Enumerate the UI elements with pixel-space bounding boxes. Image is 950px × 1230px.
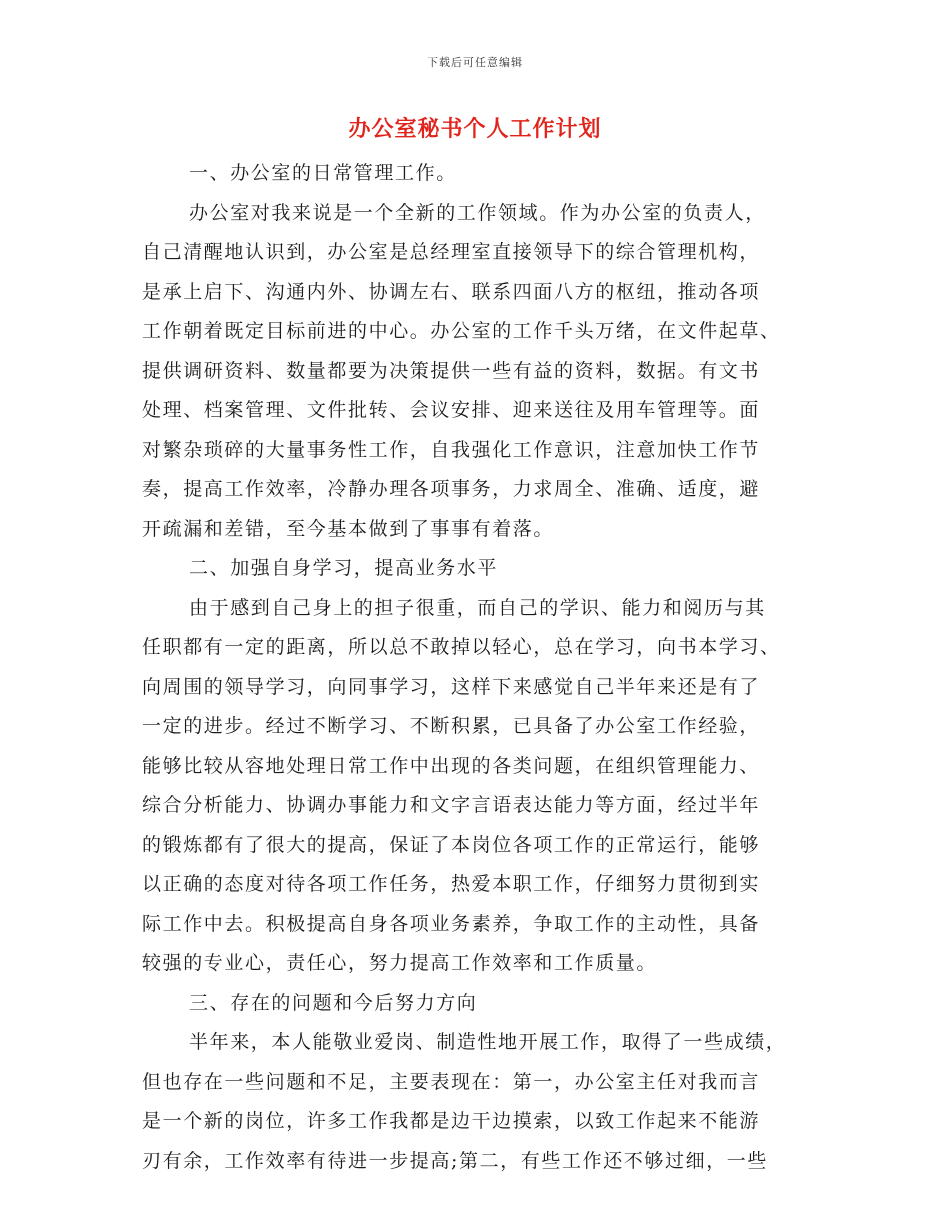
body-line: 奏，提高工作效率，冷静办理各项事务，力求周全、准确、适度，避 — [142, 478, 761, 500]
body-line: 自己清醒地认识到，办公室是总经理室直接领导下的综合管理机构， — [142, 241, 761, 263]
body-line: 半年来，本人能敬业爱岗、制造性地开展工作，取得了一些成绩， — [189, 1031, 787, 1053]
body-line: 三、存在的问题和今后努力方向 — [189, 991, 478, 1014]
body-line: 开疏漏和差错，至今基本做到了事事有着落。 — [142, 517, 555, 540]
body-line: 能够比较从容地处理日常工作中出现的各类问题，在组织管理能力、 — [142, 754, 761, 777]
document-body — [142, 154, 808, 1181]
document-title: 办公室秘书个人工作计划 — [348, 117, 602, 142]
body-line: 是承上启下、沟通内外、协调左右、联系四面八方的枢纽，推动各项 — [142, 280, 761, 303]
body-line: 办公室对我来说是一个全新的工作领域。作为办公室的负责人， — [189, 201, 766, 224]
body-line: 但也存在一些问题和不足，主要表现在：第一，办公室主任对我而言 — [142, 1070, 761, 1093]
body-line: 综合分析能力、协调办事能力和文字言语表达能力等方面，经过半年 — [142, 794, 761, 816]
body-line: 由于感到自己身上的担子很重，而自己的学识、能力和阅历与其 — [189, 596, 766, 619]
body-line: 的锻炼都有了很大的提高，保证了本岗位各项工作的正常运行，能够 — [142, 833, 761, 856]
body-line: 对繁杂琐碎的大量事务性工作，自我强化工作意识，注意加快工作节 — [142, 438, 761, 461]
body-line: 提供调研资料、数量都要为决策提供一些有益的资料，数据。有文书 — [142, 359, 761, 382]
header-note: 下载后可任意编辑 — [427, 56, 523, 69]
body-line: 较强的专业心，责任心，努力提高工作效率和工作质量。 — [142, 952, 658, 974]
body-line: 工作朝着既定目标前进的中心。办公室的工作千头万绪，在文件起草、 — [142, 320, 781, 342]
body-line: 以正确的态度对待各项工作任务，热爱本职工作，仔细努力贯彻到实 — [142, 873, 761, 895]
body-line: 刃有余，工作效率有待进一步提高;第二，有些工作还不够过细，一些 — [142, 1149, 769, 1172]
body-line: 是一个新的岗位，许多工作我都是边干边摸索，以致工作起来不能游 — [142, 1110, 761, 1132]
body-line: 一、办公室的日常管理工作。 — [189, 162, 457, 184]
body-line: 向周围的领导学习，向同事学习，这样下来感觉自己半年来还是有了 — [142, 675, 761, 698]
body-line: 一定的进步。经过不断学习、不断积累，已具备了办公室工作经验， — [142, 715, 761, 737]
body-line: 处理、档案管理、文件批转、会议安排、迎来送往及用车管理等。面 — [142, 399, 761, 421]
body-line: 际工作中去。积极提高自身各项业务素养，争取工作的主动性，具备 — [142, 912, 761, 935]
body-line: 二、加强自身学习，提高业务水平 — [189, 557, 499, 579]
body-line: 任职都有一定的距离，所以总不敢掉以轻心，总在学习，向书本学习、 — [142, 636, 781, 658]
